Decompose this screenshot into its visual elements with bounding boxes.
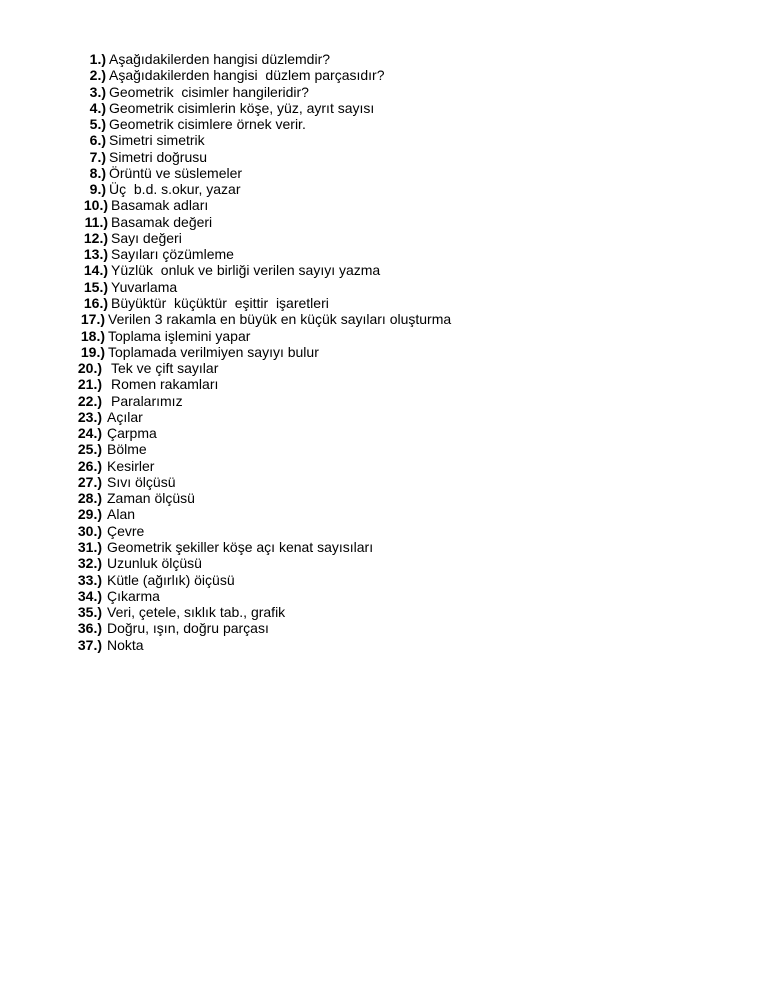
item-text: Çıkarma bbox=[107, 587, 160, 604]
item-number: 7.) bbox=[89, 148, 106, 165]
item-number: 5.) bbox=[89, 116, 106, 133]
item-text: Romen rakamları bbox=[111, 376, 219, 393]
item-number: 10.) bbox=[83, 197, 108, 214]
item-text: Aşağıdakilerden hangisi düzlemdir? bbox=[109, 51, 331, 67]
item-text: Örüntü ve süslemeler bbox=[109, 164, 243, 181]
item-number: 34.) bbox=[77, 587, 102, 604]
item-number: 36.) bbox=[77, 620, 102, 637]
item-text: Veri, çetele, sıklık tab., grafik bbox=[107, 604, 286, 621]
item-text: Geometrik şekiller köşe açı kenat sayısıları bbox=[107, 538, 374, 555]
item-text: Simetri doğrusu bbox=[109, 148, 208, 165]
item-number: 24.) bbox=[77, 425, 102, 442]
item-number: 19.) bbox=[80, 343, 105, 360]
item-number: 23.) bbox=[77, 408, 102, 425]
item-text: Yuvarlama bbox=[111, 278, 178, 295]
item-text: Aşağıdakilerden hangisi düzlem parçasıdır? bbox=[109, 67, 385, 84]
item-text: Sayıları çözümleme bbox=[111, 246, 234, 263]
item-number: 25.) bbox=[77, 441, 102, 458]
item-number: 28.) bbox=[77, 490, 102, 507]
item-text: Doğru, ışın, doğru parçası bbox=[107, 620, 269, 637]
item-text: Büyüktür küçüktür eşittir işaretleri bbox=[111, 294, 329, 311]
item-text: Yüzlük onluk ve birliği verilen sayıyı yazma bbox=[111, 262, 381, 279]
item-number: 27.) bbox=[77, 473, 102, 490]
item-number: 21.) bbox=[77, 376, 102, 393]
item-number: 22.) bbox=[77, 392, 102, 409]
item-number: 14.) bbox=[83, 262, 108, 279]
item-text: Zaman ölçüsü bbox=[107, 490, 195, 507]
item-text: Uzunluk ölçüsü bbox=[107, 555, 202, 572]
item-number: 11.) bbox=[84, 213, 108, 230]
item-number: 15.) bbox=[83, 278, 108, 295]
item-text: Basamak adları bbox=[111, 197, 209, 214]
item-number: 6.) bbox=[89, 132, 106, 149]
item-text: Geometrik cisimlere örnek verir. bbox=[109, 116, 306, 133]
item-number: 2.) bbox=[89, 67, 106, 84]
item-number: 18.) bbox=[80, 327, 105, 344]
item-text: Alan bbox=[107, 506, 136, 523]
item-number: 1.) bbox=[89, 51, 106, 67]
item-text: Üç b.d. s.okur, yazar bbox=[109, 181, 241, 198]
item-number: 20.) bbox=[77, 360, 102, 377]
item-text: Kesirler bbox=[107, 457, 155, 474]
item-text: Toplamada verilmiyen sayıyı bulur bbox=[108, 343, 319, 360]
item-number: 17.) bbox=[80, 311, 105, 328]
item-number: 13.) bbox=[83, 246, 108, 263]
item-number: 35.) bbox=[77, 604, 102, 621]
item-number: 16.) bbox=[83, 294, 108, 311]
item-text: Nokta bbox=[107, 636, 144, 653]
item-number: 4.) bbox=[89, 99, 106, 116]
item-number: 37.) bbox=[77, 636, 102, 653]
item-number: 26.) bbox=[77, 457, 102, 474]
item-text: Çarpma bbox=[107, 425, 157, 442]
item-number: 9.) bbox=[89, 181, 106, 198]
item-text: Açılar bbox=[107, 408, 143, 425]
item-text: Sayı değeri bbox=[111, 229, 182, 246]
item-text: Basamak değeri bbox=[111, 213, 213, 230]
item-text: Geometrik cisimlerin köşe, yüz, ayrıt sayısı bbox=[109, 99, 375, 116]
item-number: 29.) bbox=[77, 506, 102, 523]
item-number: 8.) bbox=[89, 164, 106, 181]
item-text: Kütle (ağırlık) öiçüsü bbox=[107, 571, 235, 588]
item-number: 33.) bbox=[77, 571, 102, 588]
item-text: Geometrik cisimler hangileridir? bbox=[109, 83, 309, 100]
item-text: Tek ve çift sayılar bbox=[111, 360, 219, 377]
item-text: Paralarımız bbox=[111, 392, 183, 409]
item-number: 12.) bbox=[83, 229, 108, 246]
item-text: Sıvı ölçüsü bbox=[107, 473, 176, 490]
item-text: Bölme bbox=[107, 441, 147, 458]
item-text: Toplama işlemini yapar bbox=[108, 327, 251, 344]
item-number: 3.) bbox=[89, 83, 106, 100]
item-number: 30.) bbox=[77, 522, 102, 539]
item-text: Simetri simetrik bbox=[109, 132, 205, 149]
item-text: Çevre bbox=[107, 522, 145, 539]
item-number: 32.) bbox=[77, 555, 102, 572]
item-number: 31.) bbox=[77, 538, 102, 555]
item-text: Verilen 3 rakamla en büyük en küçük sayıları oluşturma bbox=[108, 311, 452, 328]
